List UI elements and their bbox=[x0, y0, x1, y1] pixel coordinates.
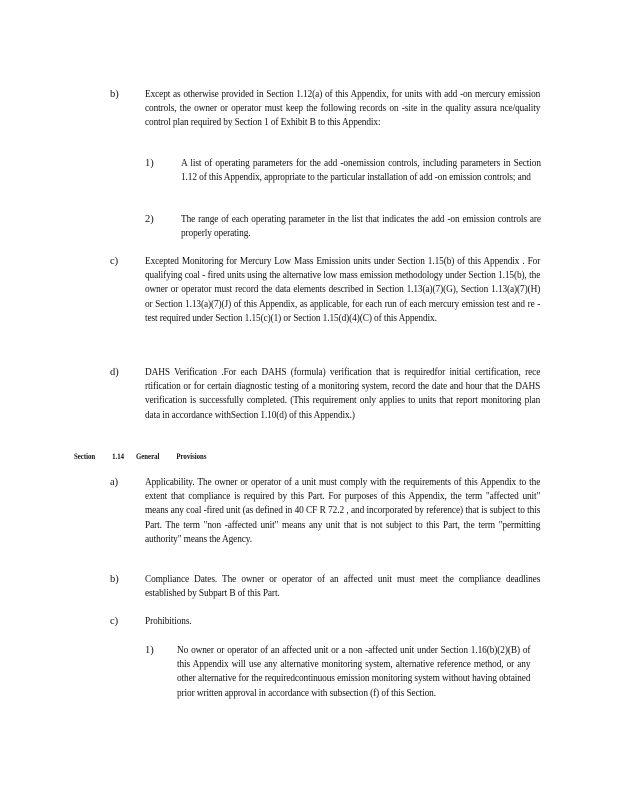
item-b-label: b) bbox=[110, 89, 119, 100]
provision-b-label: b) bbox=[110, 574, 119, 585]
provision-c-text: Prohibitions. bbox=[145, 616, 192, 627]
item-c-label: c) bbox=[110, 256, 119, 267]
item-b1-label: 1) bbox=[145, 158, 154, 169]
item-c-text: Excepted Monitoring for Mercury Low Mass Emission units under Section 1.15(b) of this Appendix . For qualifying coal - fired units using the alternative low mass emission methodology under Section 1.15(b), the owner or operator must record the data elements described in Section 1.13(a)(7)(G), Section 1.13(a)(7)(H) or Section 1.13(a)(7)(J) of this Appendix, as applicable, for each run of each mercury emission test and re -test required under Section 1.15(c)(1) or Section 1.15(d)(4)(C) of this Appendix. bbox=[145, 256, 541, 324]
section-title-provisions: Provisions bbox=[176, 452, 207, 461]
provision-c1-label: 1) bbox=[145, 645, 154, 656]
item-b2-label: 2) bbox=[145, 214, 154, 225]
section-heading bbox=[74, 451, 206, 463]
section-number: 1.14 bbox=[112, 452, 125, 461]
item-d-text: DAHS Verification .For each DAHS (formula) verification that is requiredfor initial certification, rece rtification or for certain diagnostic testing of a monitoring system, record the date and hour that the DAHS verification is successfully completed. (This requirement only applies to units that report monitoring plan data in accordance withSection 1.10(d) of this Appendix.) bbox=[145, 367, 541, 421]
provision-a-label: a) bbox=[110, 477, 119, 488]
provision-a-text: Applicability. The owner or operator of a unit must comply with the requirements of this Appendix to the extent that compliance is required by this Part. For purposes of this Appendix, the term "affected unit" means any coal -fired unit (as defined in 40 CF R 72.2 , and incorporated by reference) that is subject to this Part. The term "non -affected unit" means any unit that is not subject to this Part, the term "permitting authority" means the Agency. bbox=[145, 477, 541, 545]
provision-c-label: c) bbox=[110, 616, 119, 627]
item-d-label: d) bbox=[110, 367, 119, 378]
item-b1-text: A list of operating parameters for the add -onemission controls, including parameters in Section 1.12 of this Appendix, appropriate to the particular installation of add -on emission controls; and bbox=[181, 158, 541, 184]
provision-c1-text: No owner or operator of an affected unit or a non -affected unit under Section 1.16(b)(2)(B) of this Appendix will use any alternative monitoring system, alternative reference method, or any other alternative for the requiredcontinuous emission monitoring system without having obtained prior written approval in accordance with subsection (f) of this Section. bbox=[177, 645, 531, 699]
section-word: Section bbox=[74, 452, 96, 461]
item-b-text: Except as otherwise provided in Section 1.12(a) of this Appendix, for units with add -on mercury emission controls, the owner or operator must keep the following records on -site in the quality assura nce/quality control plan required by Section 1 of Exhibit B to this Appendix: bbox=[145, 89, 541, 129]
item-b2-text: The range of each operating parameter in the list that indicates the add -on emission controls are properly operating. bbox=[181, 214, 541, 240]
section-title-general: General bbox=[135, 452, 160, 461]
provision-b-text: Compliance Dates. The owner or operator of an affected unit must meet the compliance deadlines established by Subpart B of this Part. bbox=[145, 574, 541, 600]
